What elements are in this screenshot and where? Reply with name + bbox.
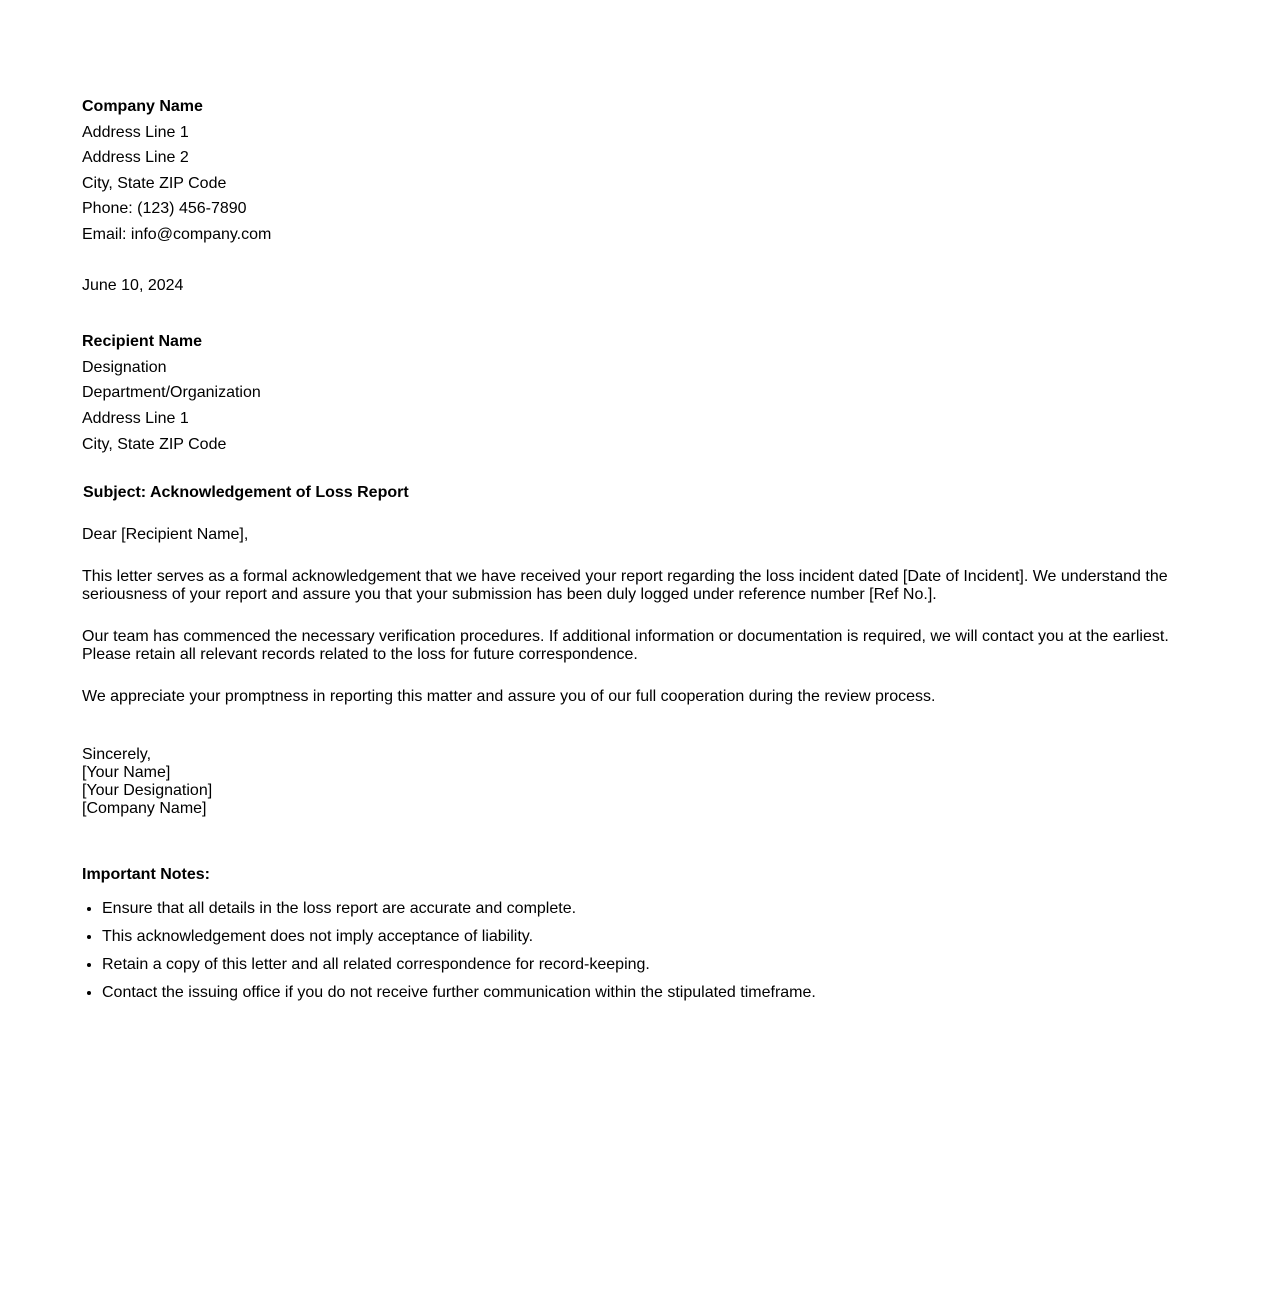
- closing-block: [82, 746, 1192, 818]
- sender-email: Email: info@company.com: [82, 225, 272, 243]
- list-item: • This acknowledgement does not imply acceptance of liability.: [102, 928, 1192, 946]
- recipient-designation: Designation: [82, 358, 167, 376]
- letter: [82, 94, 1192, 1012]
- recipient-department: Department/Organization: [82, 384, 261, 402]
- recipient-city-state-zip: City, State ZIP Code: [82, 435, 227, 453]
- salutation: Dear [Recipient Name],: [82, 526, 249, 544]
- list-item: • Ensure that all details in the loss report are accurate and complete.: [102, 900, 1192, 918]
- sender-block: [82, 94, 1192, 248]
- sender-city-state-zip: City, State ZIP Code: [82, 174, 227, 192]
- list-item: • Retain a copy of this letter and all related correspondence for record-keeping.: [102, 956, 1192, 974]
- letter-date: June 10, 2024: [82, 276, 184, 294]
- list-item: • Contact the issuing office if you do not receive further communication within the stipulated timeframe.: [102, 984, 1192, 1002]
- subject-line: Subject: Acknowledgement of Loss Report: [83, 484, 409, 502]
- signer-designation: [Your Designation]: [82, 782, 213, 800]
- recipient-address-line-1: Address Line 1: [82, 409, 189, 427]
- signer-company: [Company Name]: [82, 800, 207, 818]
- sender-address-line-2: Address Line 2: [82, 149, 189, 167]
- recipient-block: [82, 329, 1192, 457]
- signer-name: [Your Name]: [82, 764, 171, 782]
- recipient-name: Recipient Name: [82, 333, 203, 351]
- notes-title: Important Notes:: [82, 866, 210, 884]
- sign-off: Sincerely,: [82, 746, 152, 764]
- body-paragraph-1: This letter serves as a formal acknowledgement that we have received your report regarding the loss incident dated [Date of Incident]. We understand the seriousness of your report and assure you that your submission has been duly logged under reference number [Ref No.].: [82, 568, 1168, 604]
- notes-list: [82, 900, 1192, 1002]
- body-paragraph-2: Our team has commenced the necessary verification procedures. If additional information or documentation is required, we will contact you at the earliest. Please retain all relevant records related to the loss for future correspondence.: [82, 628, 1169, 664]
- sender-address-line-1: Address Line 1: [82, 123, 189, 141]
- sender-company-name: Company Name: [82, 98, 203, 115]
- body-paragraph-3: We appreciate your promptness in reporting this matter and assure you of our full cooperation during the review process.: [82, 688, 936, 706]
- sender-phone: Phone: (123) 456-7890: [82, 200, 247, 218]
